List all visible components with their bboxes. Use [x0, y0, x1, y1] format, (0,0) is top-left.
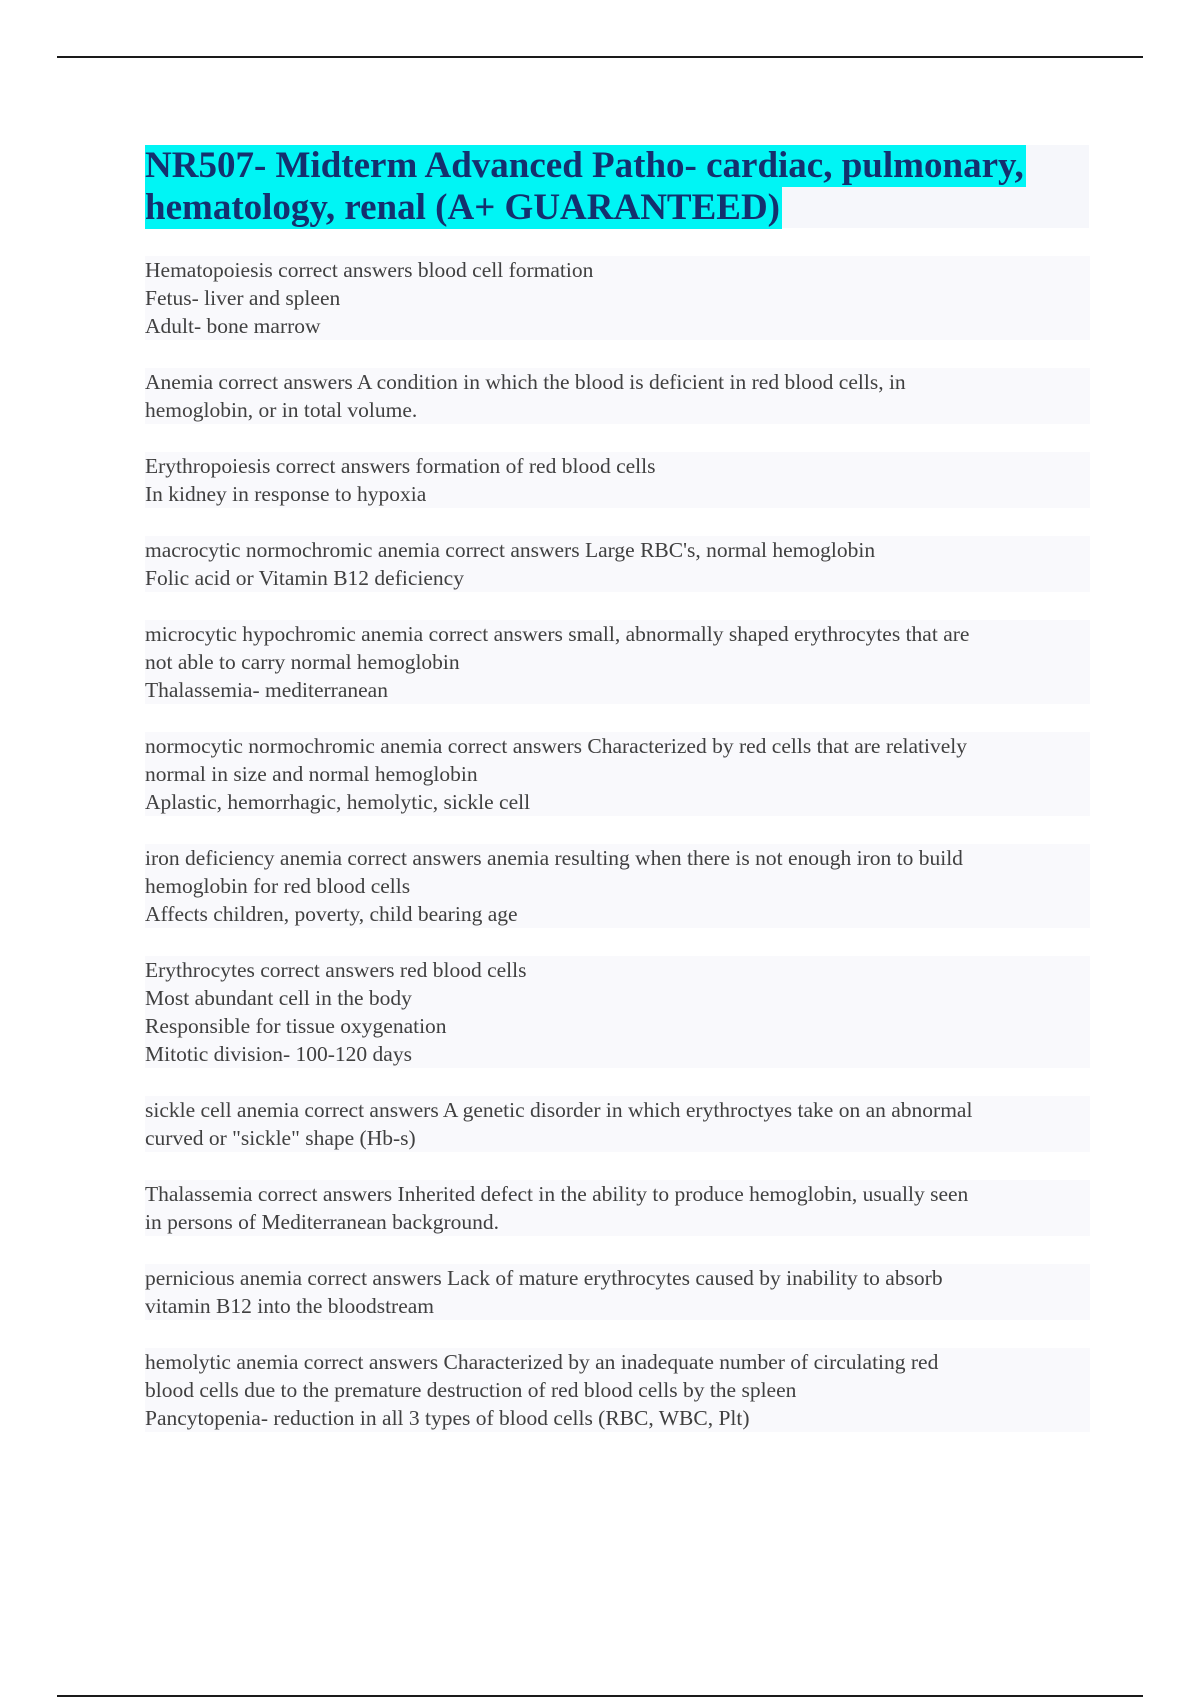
term-entry	[145, 1096, 1090, 1152]
term-detail-line: hemoglobin, or in total volume.	[145, 398, 418, 422]
term-definition-line: iron deficiency anemia correct answers anemia resulting when there is not enough iron to build	[145, 846, 963, 870]
bottom-rule	[57, 1695, 1143, 1697]
term-entry	[145, 956, 1090, 1068]
term-detail-line: blood cells due to the premature destruction of red blood cells by the spleen	[145, 1378, 797, 1402]
term-definition-line: sickle cell anemia correct answers A genetic disorder in which erythroctyes take on an abnormal	[145, 1098, 973, 1122]
term-definition-line: Anemia correct answers A condition in which the blood is deficient in red blood cells, in	[145, 370, 906, 394]
title-line-2: hematology, renal (A+ GUARANTEED)	[145, 187, 780, 228]
term-detail-line: Fetus- liver and spleen	[145, 286, 341, 310]
term-definition-line: Erythrocytes correct answers red blood cells	[145, 958, 527, 982]
term-detail-line: vitamin B12 into the bloodstream	[145, 1294, 435, 1318]
term-detail-line: Aplastic, hemorrhagic, hemolytic, sickle cell	[145, 790, 531, 814]
term-entry	[145, 1348, 1090, 1432]
entry-list	[145, 256, 1090, 1460]
term-detail-line: Most abundant cell in the body	[145, 986, 412, 1010]
term-entry	[145, 452, 1090, 508]
term-detail-line: Mitotic division- 100-120 days	[145, 1042, 412, 1066]
term-definition-line: Thalassemia correct answers Inherited defect in the ability to produce hemoglobin, usually seen	[145, 1182, 969, 1206]
term-definition-line: hemolytic anemia correct answers Characterized by an inadequate number of circulating red	[145, 1350, 939, 1374]
term-definition-line: macrocytic normochromic anemia correct answers Large RBC's, normal hemoglobin	[145, 538, 876, 562]
term-detail-line: In kidney in response to hypoxia	[145, 482, 427, 506]
term-entry	[145, 844, 1090, 928]
term-entry	[145, 1180, 1090, 1236]
term-detail-line: Folic acid or Vitamin B12 deficiency	[145, 566, 464, 590]
term-detail-line: Thalassemia- mediterranean	[145, 678, 388, 702]
term-detail-line: Pancytopenia- reduction in all 3 types of blood cells (RBC, WBC, Plt)	[145, 1406, 750, 1430]
term-definition-line: Erythropoiesis correct answers formation of red blood cells	[145, 454, 656, 478]
term-detail-line: curved or "sickle" shape (Hb-s)	[145, 1126, 416, 1150]
title-line-1: NR507- Midterm Advanced Patho- cardiac, pulmonary,	[145, 145, 1024, 186]
term-definition-line: normocytic normochromic anemia correct answers Characterized by red cells that are relatively	[145, 734, 967, 758]
term-definition-line: pernicious anemia correct answers Lack of mature erythrocytes caused by inability to absorb	[145, 1266, 943, 1290]
title-block	[145, 145, 1089, 228]
term-entry	[145, 536, 1090, 592]
term-detail-line: in persons of Mediterranean background.	[145, 1210, 500, 1234]
term-entry	[145, 368, 1090, 424]
term-entry	[145, 620, 1090, 704]
term-entry	[145, 256, 1090, 340]
term-detail-line: Affects children, poverty, child bearing age	[145, 902, 518, 926]
term-detail-line: Responsible for tissue oxygenation	[145, 1014, 447, 1038]
term-entry	[145, 732, 1090, 816]
top-rule	[57, 56, 1143, 58]
term-detail-line: Adult- bone marrow	[145, 314, 321, 338]
term-detail-line: hemoglobin for red blood cells	[145, 874, 411, 898]
term-definition-line: microcytic hypochromic anemia correct answers small, abnormally shaped erythrocytes that are	[145, 622, 970, 646]
term-definition-line: Hematopoiesis correct answers blood cell formation	[145, 258, 594, 282]
term-entry	[145, 1264, 1090, 1320]
term-detail-line: not able to carry normal hemoglobin	[145, 650, 460, 674]
term-detail-line: normal in size and normal hemoglobin	[145, 762, 478, 786]
page-title	[145, 145, 1089, 229]
